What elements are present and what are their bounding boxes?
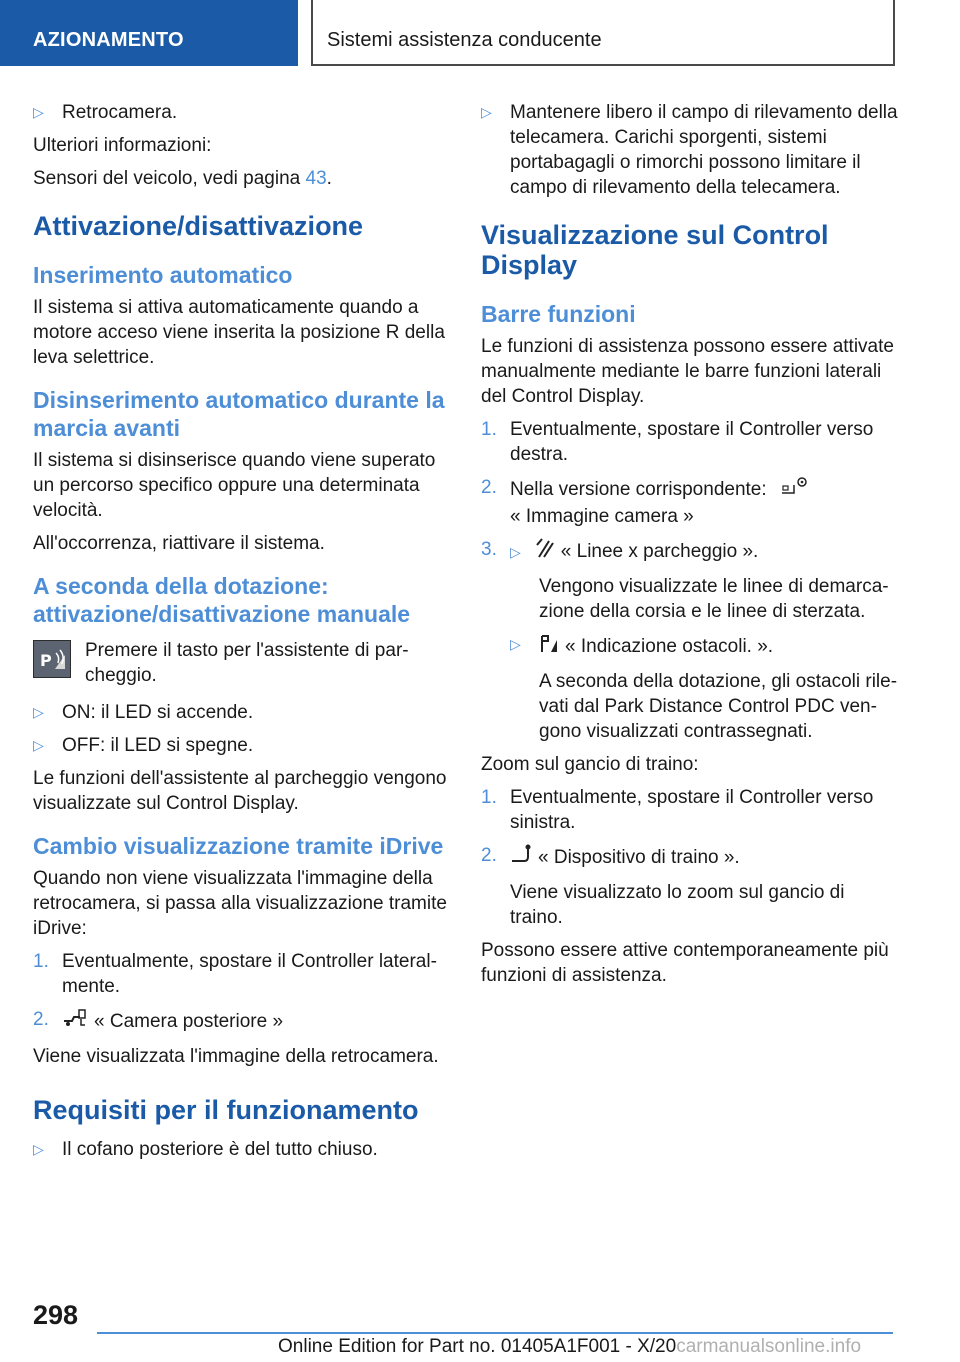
list-item-text: « Indicazione ostacoli. ». — [565, 636, 774, 657]
triangle-bullet-icon: ▷ — [33, 1141, 44, 1157]
info-ref — [33, 166, 451, 191]
obstacle-icon — [539, 632, 559, 661]
paragraph: Le funzioni di assistenza possono essere attivate manualmente mediante le barre funzioni laterali del Control Display. — [481, 336, 894, 407]
paragraph: Le funzioni dell'assistente al parcheggio vengono visualizzate sul Control Display. — [33, 768, 447, 814]
edition-text: Online Edition for Part no. 01405A1F001 - X/20 — [278, 1336, 677, 1357]
paragraph: Il sistema si disinserisce quando viene superato un percorso specifico oppure una determinata velocità. — [33, 450, 436, 521]
list-number: 1. — [481, 787, 497, 808]
list-item-text: « Camera posteriore » — [94, 1011, 284, 1032]
list-item-text: Retrocamera. — [62, 102, 178, 123]
paragraph: Premere il tasto per l'assistente di parcheggio. — [85, 640, 409, 686]
triangle-bullet-icon: ▷ — [481, 104, 492, 120]
list-item — [481, 537, 899, 566]
page-link[interactable]: 43 — [305, 168, 327, 189]
paragraph: A seconda della dotazione, gli ostacoli rilevati dal Park Distance Control PDC vengono visualizzati contrassegnati. — [539, 671, 898, 742]
list-item — [33, 100, 451, 125]
paragraph: Il sistema si attiva automaticamente quando a motore acceso viene inserita la posizione R della leva selettrice. — [33, 297, 445, 368]
heading-barre: Barre funzioni — [481, 301, 636, 327]
triangle-bullet-icon: ▷ — [33, 704, 44, 720]
list-item — [33, 700, 451, 725]
info-ref-end: . — [326, 168, 332, 189]
heading-cambio: Cambio visualizzazione tramite iDrive — [33, 833, 444, 859]
list-item-text: Il cofano posteriore è del tutto chiuso. — [62, 1139, 378, 1160]
right-column — [481, 100, 899, 996]
paragraph: Viene visualizzata l'immagine della retrocamera. — [33, 1046, 439, 1067]
list-item-text: Nella versione corrispondente: — [510, 479, 767, 500]
list-number: 1. — [481, 419, 497, 440]
list-item-text: OFF: il LED si spegne. — [62, 735, 254, 756]
park-assist-button-icon — [33, 640, 71, 678]
paragraph: Viene visualizzato lo zoom sul gancio di traino. — [510, 882, 845, 928]
list-number: 2. — [481, 845, 497, 866]
list-item — [481, 475, 899, 529]
footer-divider — [97, 1332, 893, 1334]
footer-edition — [278, 1336, 861, 1358]
list-item — [481, 100, 899, 200]
rear-camera-icon — [62, 1007, 88, 1036]
list-number: 3. — [481, 539, 497, 560]
paragraph: Possono essere attive contemporaneamente più funzioni di assistenza. — [481, 940, 889, 986]
page-number: 298 — [33, 1300, 79, 1330]
list-item-text: Mantenere libero il campo di rilevamento della telecamera. Carichi sporgenti, sistemi portabagagli o rimorchi possono limitare il campo di rilevamento della telecamera. — [510, 102, 898, 198]
page-header — [0, 0, 960, 66]
svg-text:P: P — [40, 651, 52, 670]
tow-hitch-icon — [510, 843, 532, 872]
list-item — [481, 632, 899, 661]
paragraph: Quando non viene visualizzata l'immagine della retrocamera, si passa alla visualizzazione tramite iDrive: — [33, 868, 447, 939]
list-item-text: « Immagine camera » — [510, 506, 694, 527]
pdc-button-row — [33, 638, 451, 688]
watermark-text: carmanualsonline.info — [676, 1336, 862, 1357]
paragraph: Zoom sul gancio di traino: — [481, 754, 699, 775]
list-item-text: Eventualmente, spostare il Controller verso sinistra. — [510, 787, 874, 833]
paragraph: Vengono visualizzate le linee di demarcazione della corsia e le linee di sterzata. — [539, 576, 889, 622]
section-title: AZIONAMENTO — [0, 0, 298, 66]
heading-manuale: A seconda della dotazione: attivazione/disattivazione manuale — [33, 573, 411, 627]
chapter-title: Sistemi assistenza conducente — [311, 0, 895, 66]
info-label: Ulteriori informazioni: — [33, 135, 212, 156]
camera-settings-icon — [780, 475, 810, 504]
list-item-text: Eventualmente, spostare il Controller verso destra. — [510, 419, 874, 465]
list-number: 2. — [33, 1009, 49, 1030]
list-item — [481, 417, 899, 467]
list-item — [481, 785, 899, 835]
heading-inserimento: Inserimento automatico — [33, 262, 293, 288]
heading-visualizzazione: Visualizzazione sul Control Display — [481, 220, 829, 280]
triangle-bullet-icon: ▷ — [510, 636, 521, 652]
list-item — [33, 1007, 451, 1036]
list-item — [33, 949, 451, 999]
heading-attivazione: Attivazione/disattivazione — [33, 211, 364, 241]
info-ref-text: Sensori del veicolo, vedi pagina — [33, 168, 306, 189]
list-number: 1. — [33, 951, 49, 972]
list-item-text: ON: il LED si accende. — [62, 702, 254, 723]
list-item — [33, 1137, 451, 1162]
triangle-bullet-icon: ▷ — [510, 544, 521, 560]
list-item — [481, 843, 899, 872]
triangle-bullet-icon: ▷ — [33, 104, 44, 120]
list-item-text: « Linee x parcheggio ». — [560, 541, 759, 562]
list-item-text: Eventualmente, spostare il Controller lateralmente. — [62, 951, 437, 997]
heading-requisiti: Requisiti per il funzionamento — [33, 1095, 419, 1125]
list-item — [33, 733, 451, 758]
left-column — [33, 100, 451, 1170]
parking-lines-icon — [535, 537, 555, 566]
list-number: 2. — [481, 477, 497, 498]
triangle-bullet-icon: ▷ — [33, 737, 44, 753]
list-item-text: « Dispositivo di traino ». — [538, 847, 740, 868]
paragraph: All'occorrenza, riattivare il sistema. — [33, 533, 325, 554]
heading-disinserimento: Disinserimento automatico durante la marcia avanti — [33, 387, 445, 441]
